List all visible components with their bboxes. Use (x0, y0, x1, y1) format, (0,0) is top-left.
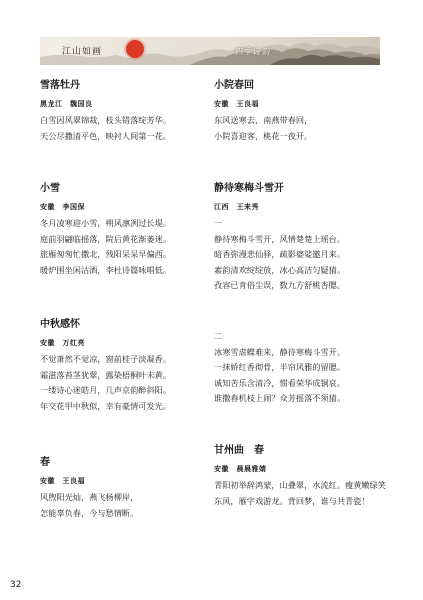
poem-title: 春 (40, 457, 50, 468)
poem-author: 安徽 晨晨雅婧 (214, 464, 267, 473)
poem-block (40, 318, 225, 414)
poem-author: 安徽 万红亮 (40, 338, 85, 347)
poem-lines (40, 352, 225, 414)
poem-block (214, 182, 399, 294)
poem-author: 安徽 李国保 (40, 202, 85, 211)
poem-block (40, 182, 225, 278)
poem-title: 中秋感怀 (40, 319, 80, 330)
poem-line: 静待寒梅斗雪开，风情楚楚上瑶台。 (214, 233, 346, 244)
poem-line: 孜容已肯俗尘误，数九方舒桃杏腮。 (214, 280, 346, 290)
poem-line: 东风送寒去，南燕带春回， (214, 115, 313, 125)
poem-line: 素韵清欢绽绽放，冰心高洁匀疑猜。 (214, 264, 346, 275)
poem-line: 不觉萧然不觉凉，窗前桂子淡凝香。 (40, 354, 172, 364)
poem-title: 小院春回 (214, 80, 254, 91)
poem-lines (214, 329, 399, 407)
poem-lines (40, 113, 225, 144)
poem-lines (214, 113, 399, 144)
poem-block (40, 79, 225, 144)
poem-block (214, 444, 399, 509)
poem-line: 霜滋落苔茎犹翠，露染梧桐叶未黄。 (40, 369, 172, 380)
poem-lines (214, 216, 399, 294)
poem-title: 静待寒梅斗雪开 (214, 183, 284, 194)
poem-lines (40, 216, 225, 278)
poem-title: 甘州曲 春 (214, 445, 264, 456)
poem-line: 风煦阳光灿，燕飞杨柳岸， (40, 492, 139, 502)
poem-line: 暗香弥漫悲仙驿，疏影婆娑邀月来。 (214, 249, 346, 259)
section-number: 二 (214, 332, 222, 341)
header-banner (40, 37, 380, 65)
poem-line: 暖炉围坐闲沽酒，李杜诗篇咏唱低。 (40, 264, 172, 275)
poem-author: 黑龙江 魏国良 (40, 99, 93, 108)
banner-right-title: 四季诗韵 (235, 47, 271, 56)
poem-title: 雪落牡丹 (40, 80, 80, 91)
banner-left-title: 江山如画 (62, 47, 103, 57)
poem-line: 旅雁匆匆忙撒北，残阳呆呆早偏西。 (40, 249, 172, 259)
poem-line: 小院喜迎客，桃花一夜开。 (214, 130, 313, 141)
poem-title: 小雪 (40, 183, 60, 194)
poem-line: 庭前羽翩临摇落，院后黄花渐萎迷。 (40, 233, 172, 244)
poem-line: 青阳初举辞鸿蒙，山叠翠，水流红。瘦黄嫩绿笑东风，雁字戏游龙。背回梦，谁与共青瓷！ (214, 480, 386, 506)
poem-line: 一抹娇红香彻骨，半帘风雅的留腮。 (214, 362, 346, 372)
section-number: 一 (214, 219, 222, 228)
poem-line: 冬月凌寒迎小雪，朔风凛冽过长堤。 (40, 218, 172, 228)
poem-line: 冰寒雪虐蝶难来，静待寒梅斗雪开。 (214, 346, 346, 357)
poem-author: 江西 王来秀 (214, 202, 259, 211)
poem-author: 安徽 王良福 (214, 99, 259, 108)
poem-line: 谁撒春机枝上闹？众芳摇落不须猜。 (214, 393, 346, 403)
poem-lines (214, 478, 399, 509)
poem-author: 安徽 王良福 (40, 476, 85, 485)
page-number: 32 (10, 580, 22, 590)
poem-line: 白雪因风翠锦裁，枝头错落绽芳华。 (40, 115, 172, 125)
poem-line: 一缕诗心迷皓月，几声京韵醉斜阳。 (40, 385, 172, 395)
poem-block (214, 79, 399, 144)
poem-block (214, 325, 399, 407)
poem-lines (40, 490, 225, 521)
poem-line: 年交花甲中秋似，幸有豪情可发光。 (40, 400, 172, 411)
poem-line: 诚知苦乐含清冷，惯看荣华成铜哀。 (214, 377, 346, 388)
poem-line: 天公尽撒清平色，映衬人间第一花。 (40, 130, 172, 141)
poem-block (40, 456, 225, 521)
poem-line: 怎能辜负春，今与愁情断。 (40, 507, 139, 518)
